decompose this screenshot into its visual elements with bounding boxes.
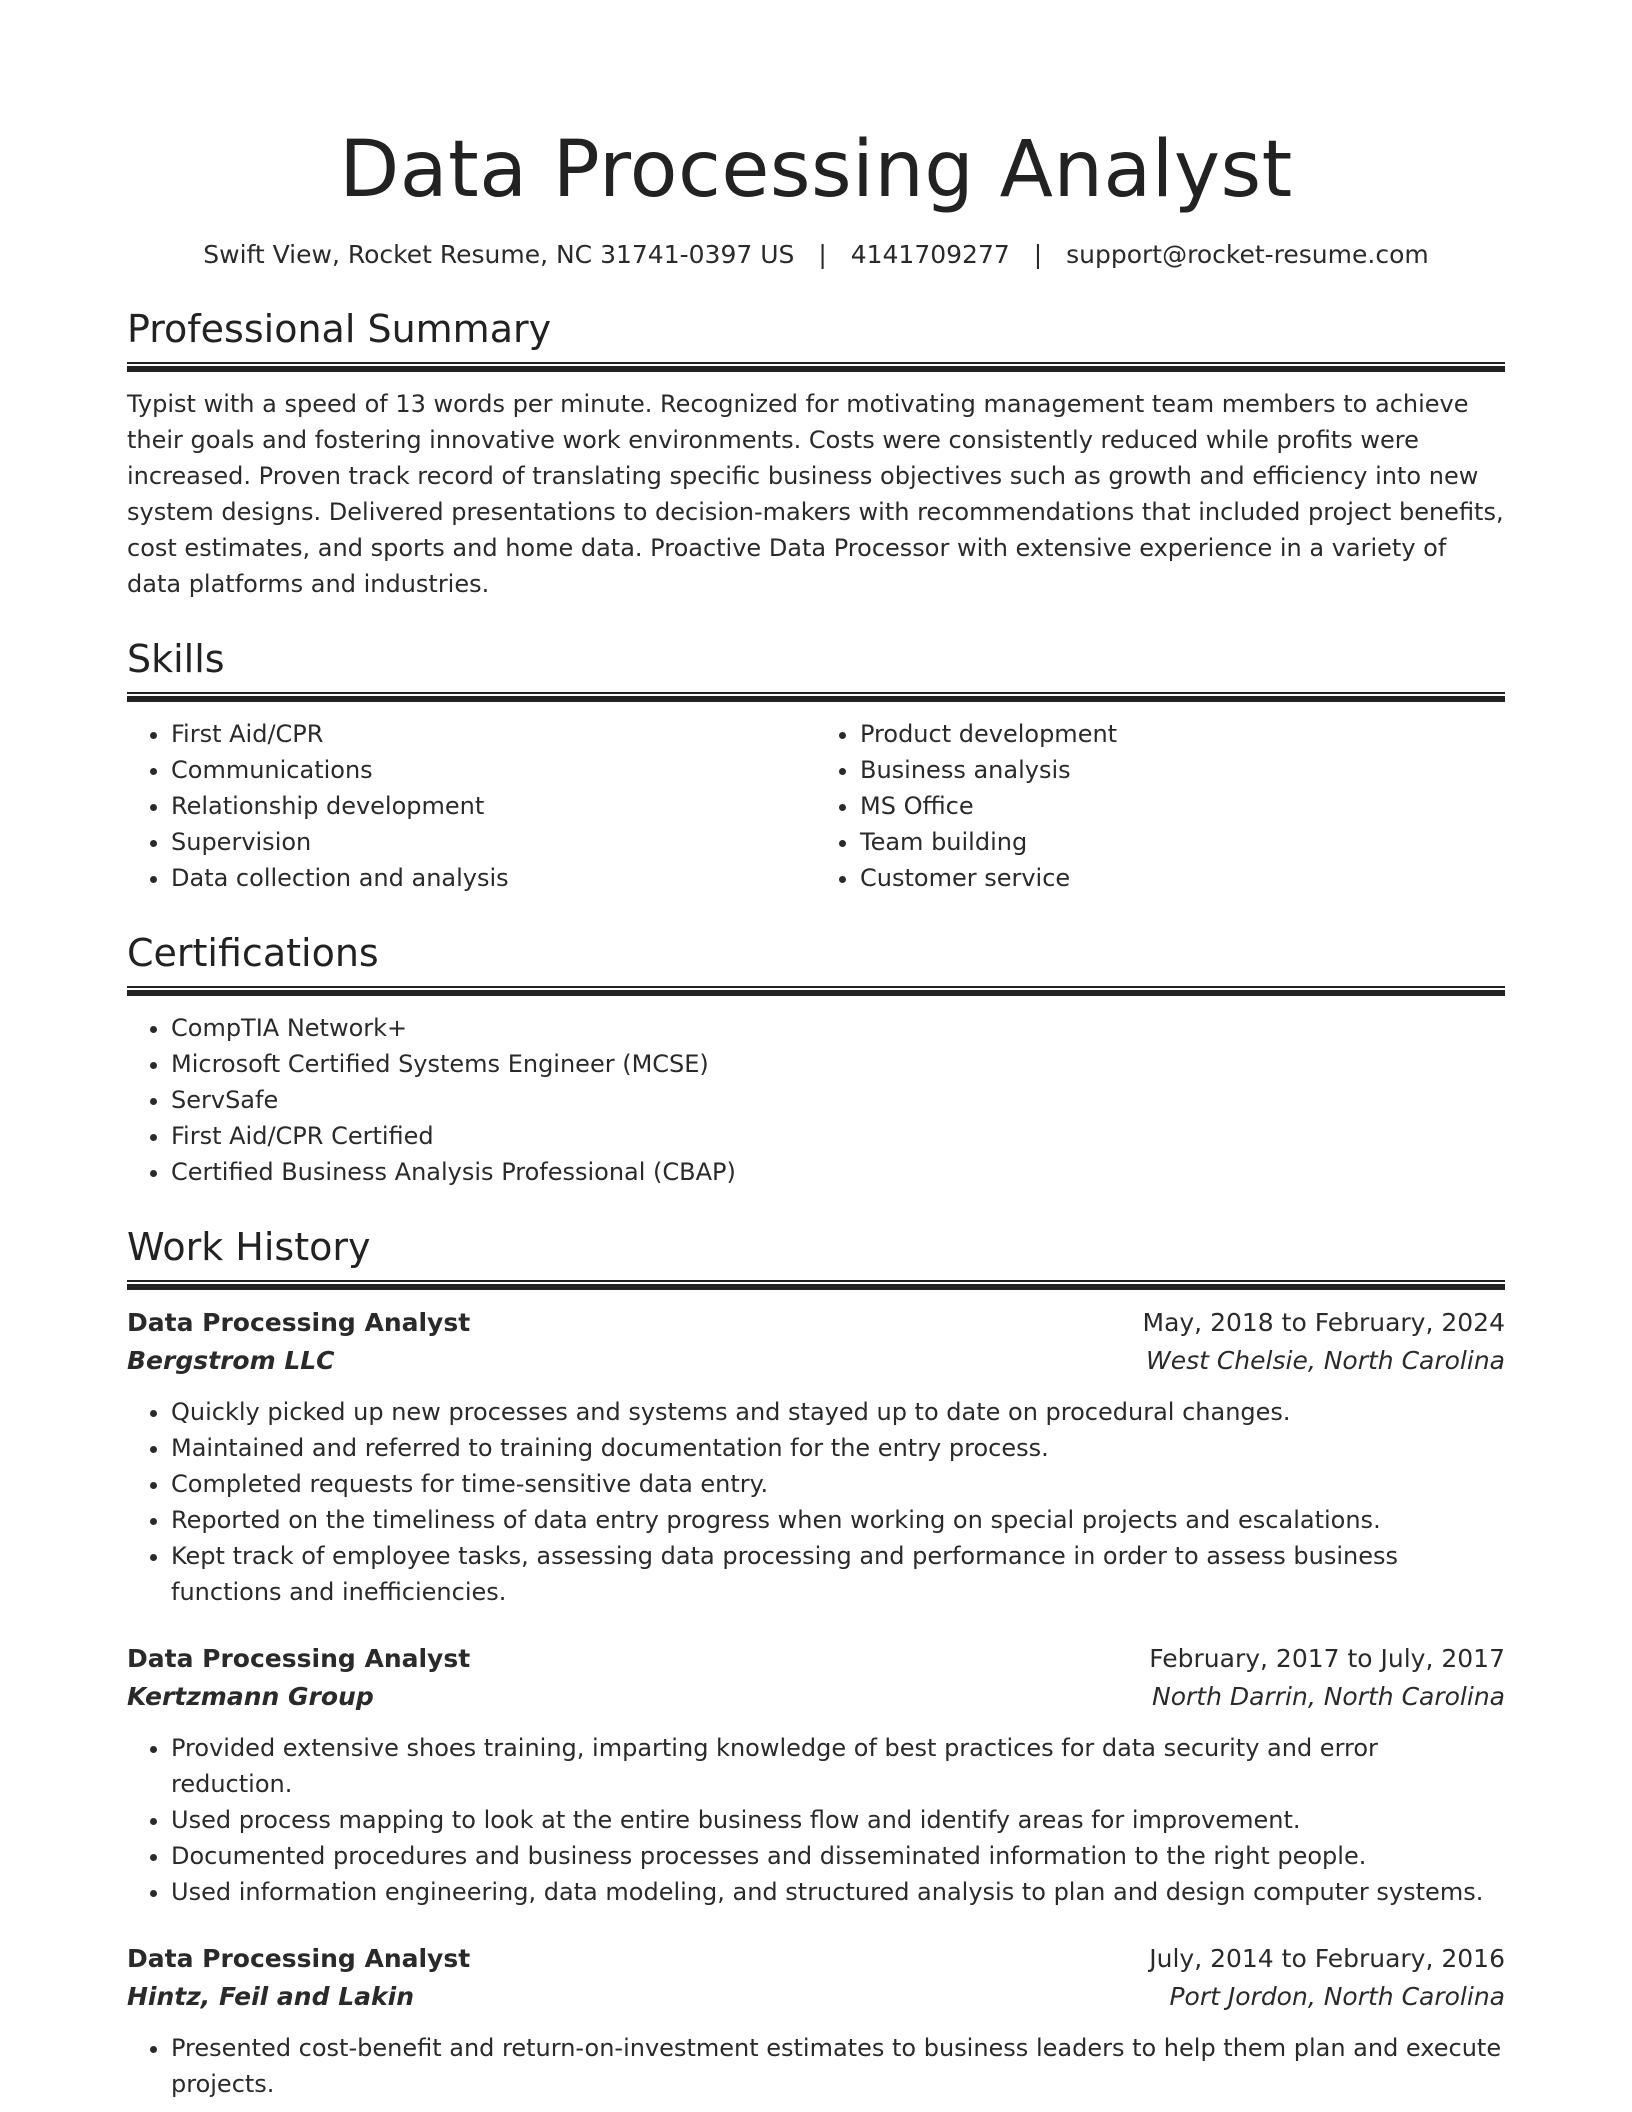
certifications-section <box>127 930 1505 1190</box>
certifications-body <box>127 1010 1505 1190</box>
contact-separator: | <box>1033 240 1043 269</box>
section-divider <box>127 692 1505 702</box>
job-company: Bergstrom LLC <box>127 1346 335 1375</box>
job-bullet: • Quickly picked up new processes and systems and stayed up to date on procedural changes. <box>171 1394 1505 1430</box>
resume-name: Data Processing Analyst <box>339 125 1293 215</box>
job-bullet: • Maintained and referred to training documentation for the entry process. <box>171 1430 1505 1466</box>
job-header-row <box>127 1940 1505 1978</box>
job-bullets <box>127 1394 1505 1610</box>
skill-item: • Customer service <box>860 860 1505 896</box>
skill-item: • MS Office <box>860 788 1505 824</box>
contact-address: Swift View, Rocket Resume, NC 31741-0397 US <box>203 240 795 269</box>
job-bullet: • Completed requests for time-sensitive data entry. <box>171 1466 1505 1502</box>
job-title: Data Processing Analyst <box>127 1308 471 1337</box>
job-dates: May, 2018 to February, 2024 <box>1142 1308 1505 1337</box>
skill-item: • First Aid/CPR <box>171 716 816 752</box>
job-company: Hintz, Feil and Lakin <box>127 1982 414 2011</box>
job-subheader-row <box>127 1678 1505 1716</box>
contact-line <box>127 238 1505 272</box>
skill-item: • Business analysis <box>860 752 1505 788</box>
section-divider <box>127 986 1505 996</box>
job-bullet: • Presented cost-benefit and return-on-investment estimates to business leaders to help them plan and execute projects. <box>171 2030 1505 2102</box>
skill-item: • Team building <box>860 824 1505 860</box>
job-bullet: • Documented procedures and business processes and disseminated information to the right people. <box>171 1838 1505 1874</box>
job-subheader-row <box>127 1342 1505 1380</box>
summary-body <box>127 386 1505 602</box>
job-bullet: • Reported on the timeliness of data entry progress when working on special projects and escalations. <box>171 1502 1505 1538</box>
certification-item: • Microsoft Certified Systems Engineer (MCSE) <box>171 1046 1505 1082</box>
section-divider <box>127 1280 1505 1290</box>
job-dates: July, 2014 to February, 2016 <box>1149 1944 1505 1973</box>
certification-item: • First Aid/CPR Certified <box>171 1118 1505 1154</box>
skills-grid <box>127 716 1505 896</box>
section-title-work-history: Work History <box>127 1225 371 1269</box>
job-location: North Darrin, North Carolina <box>1152 1682 1505 1711</box>
certifications-list <box>127 1010 1505 1190</box>
job-entry <box>127 1940 1505 2102</box>
certification-item: • CompTIA Network+ <box>171 1010 1505 1046</box>
skill-item: • Product development <box>860 716 1505 752</box>
job-header-row <box>127 1640 1505 1678</box>
job-dates: February, 2017 to July, 2017 <box>1149 1644 1505 1673</box>
summary-text: Typist with a speed of 13 words per minute. Recognized for motivating management team members to achieve their goals and fostering innovative work environments. Costs were consistently reduced while profits were increased. Proven track record of translating specific business objectives such as growth and efficiency into new system designs. Delivered presentations to decision-makers with recommendations that included project benefits, cost estimates, and sports and home data. Proactive Data Processor with extensive experience in a variety of data platforms and industries. <box>127 390 1504 598</box>
certification-item: • Certified Business Analysis Professional (CBAP) <box>171 1154 1505 1190</box>
contact-email: support@rocket-resume.com <box>1066 240 1429 269</box>
job-bullet: • Kept track of employee tasks, assessing data processing and performance in order to assess business functions and inefficiencies. <box>171 1538 1505 1610</box>
job-bullets <box>127 1730 1505 1910</box>
section-title-summary: Professional Summary <box>127 307 552 351</box>
summary-section <box>127 306 1505 602</box>
section-title-certifications: Certifications <box>127 931 379 975</box>
job-bullet: • Used information engineering, data modeling, and structured analysis to plan and design computer systems. <box>171 1874 1505 1910</box>
job-location: Port Jordon, North Carolina <box>1169 1982 1505 2011</box>
job-bullets <box>127 2030 1505 2102</box>
skill-item: • Supervision <box>171 824 816 860</box>
certification-item: • ServSafe <box>171 1082 1505 1118</box>
section-divider <box>127 362 1505 372</box>
job-entry <box>127 1640 1505 1910</box>
job-bullet: • Used process mapping to look at the entire business flow and identify areas for improvement. <box>171 1802 1505 1838</box>
work-history-body <box>127 1304 1505 2102</box>
skill-item: • Data collection and analysis <box>171 860 816 896</box>
skills-section <box>127 636 1505 896</box>
contact-phone: 4141709277 <box>850 240 1010 269</box>
job-location: West Chelsie, North Carolina <box>1145 1346 1505 1375</box>
job-header-row <box>127 1304 1505 1342</box>
job-subheader-row <box>127 1978 1505 2016</box>
job-bullet: • Provided extensive shoes training, imparting knowledge of best practices for data security and error reduction. <box>171 1730 1505 1802</box>
skill-item: • Communications <box>171 752 816 788</box>
work-history-section <box>127 1224 1505 2102</box>
job-title: Data Processing Analyst <box>127 1944 471 1973</box>
job-entry <box>127 1304 1505 1610</box>
skills-list-left <box>127 716 816 896</box>
job-title: Data Processing Analyst <box>127 1644 471 1673</box>
section-title-skills: Skills <box>127 637 225 681</box>
contact-separator: | <box>818 240 827 269</box>
skills-list-right <box>816 716 1505 896</box>
skill-item: • Relationship development <box>171 788 816 824</box>
job-company: Kertzmann Group <box>127 1682 374 1711</box>
